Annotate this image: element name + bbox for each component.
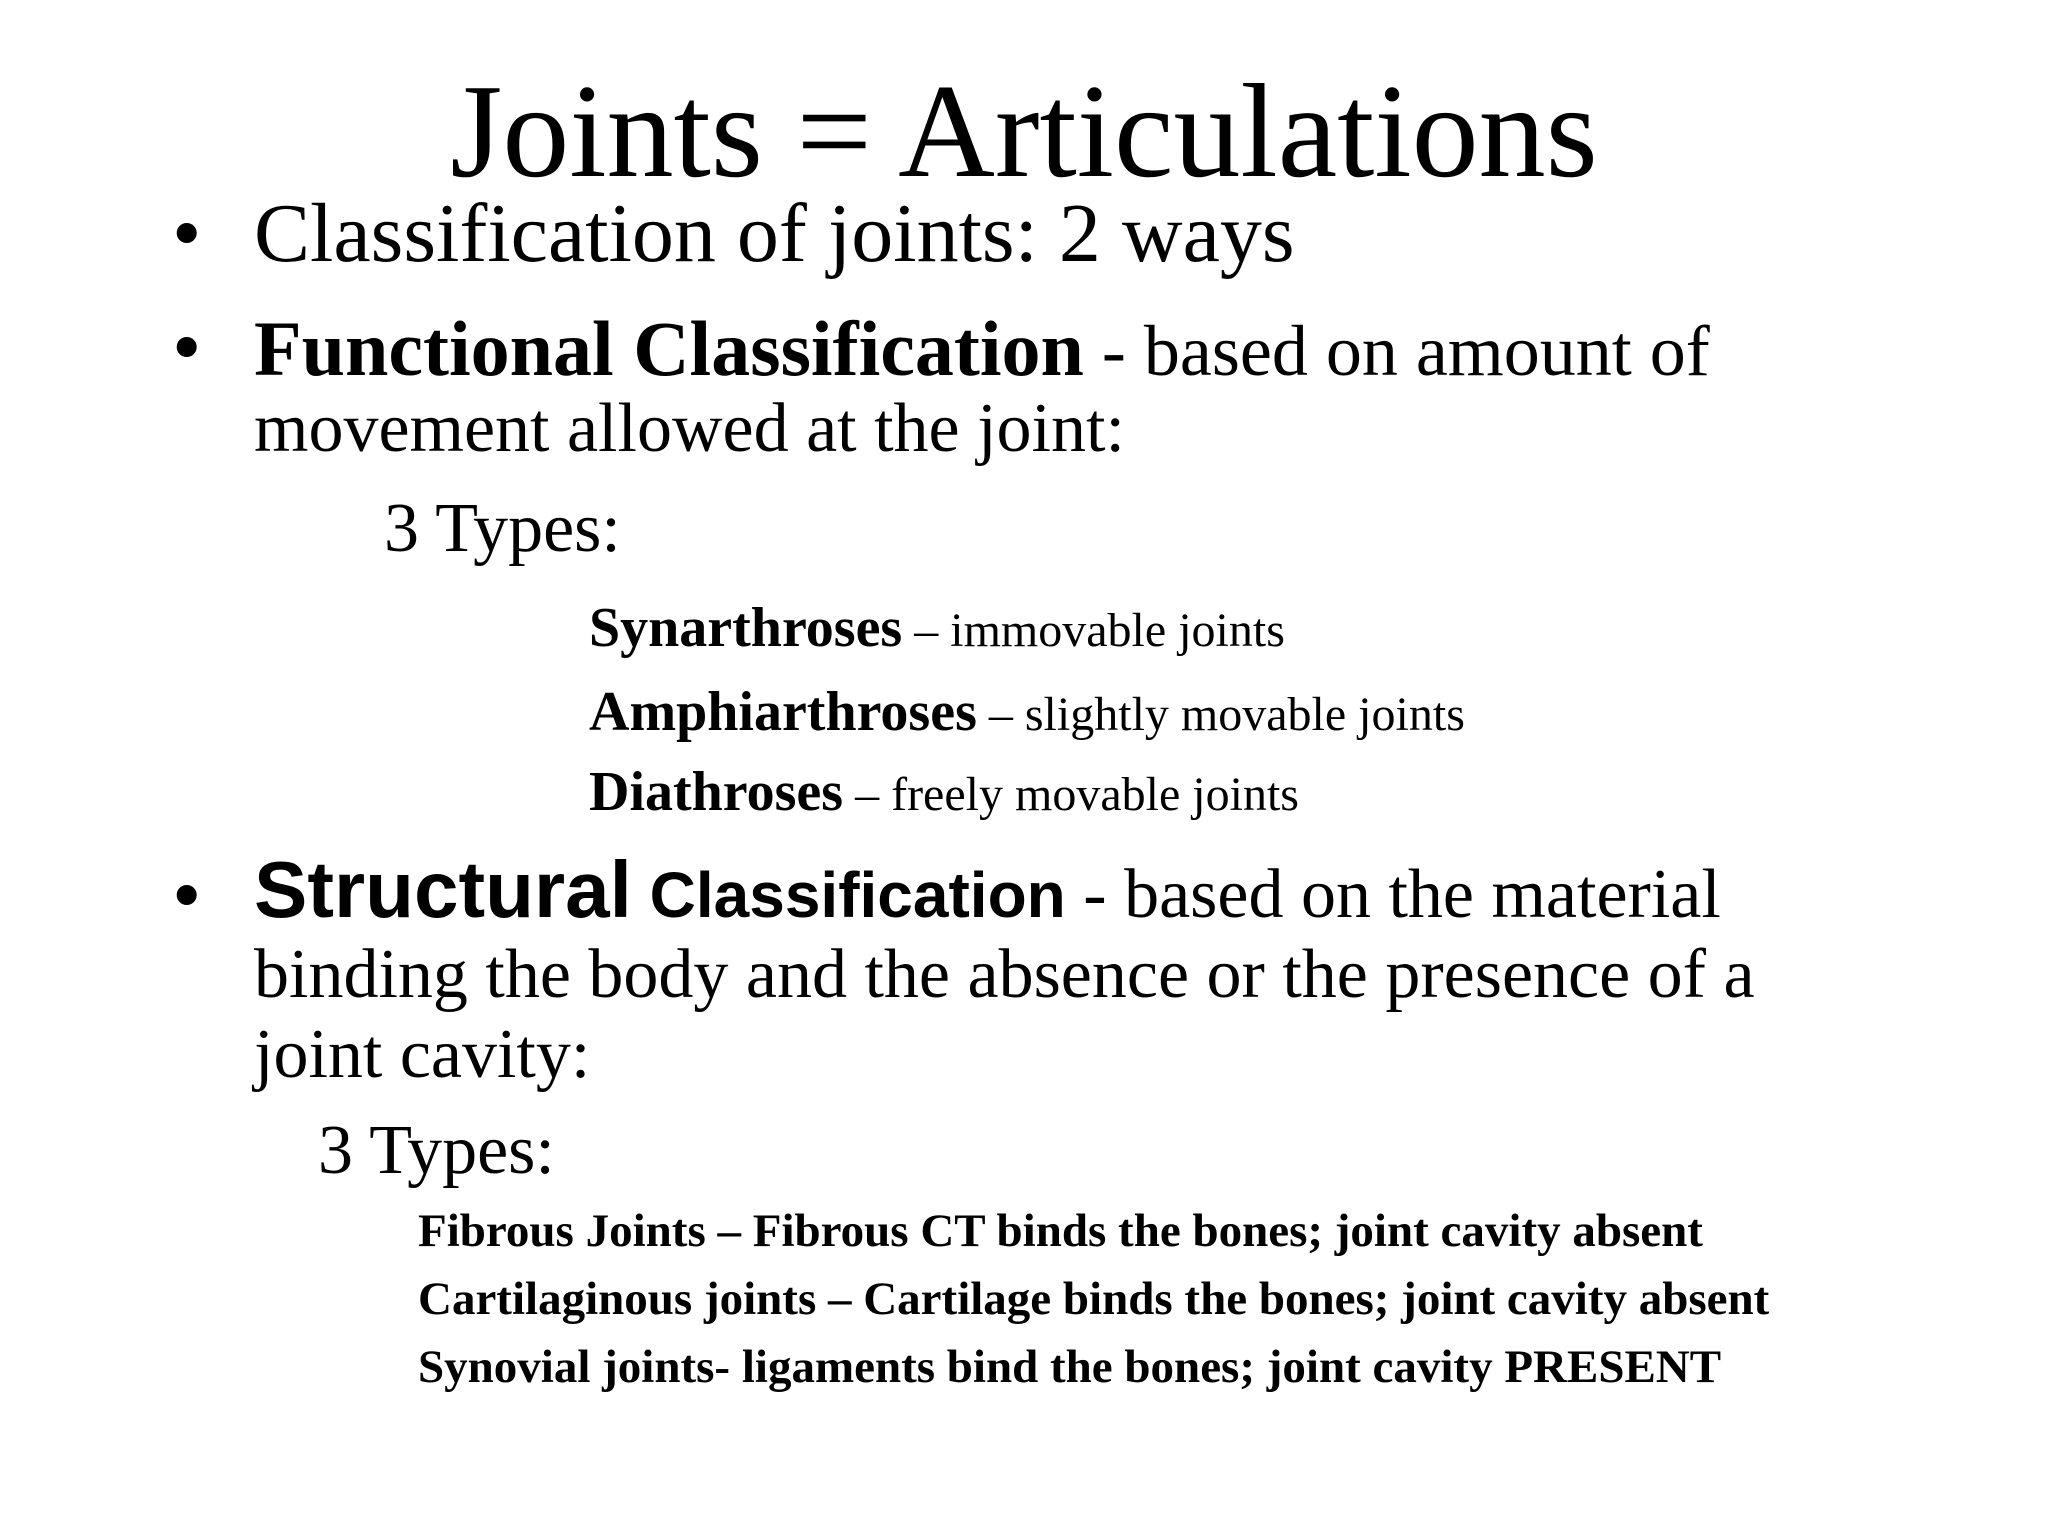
structural-term-word2: Classification (631, 859, 1066, 931)
functional-classification-term: Functional Classification (254, 305, 1084, 392)
functional-type-item (589, 761, 1299, 823)
functional-type-term: Amphiarthroses (589, 681, 977, 743)
bullet-marker: • (172, 849, 202, 942)
slide-title: Joints = Articulations (450, 57, 1598, 205)
structural-classification-line3: joint cavity: (254, 1016, 591, 1093)
structural-type-item: Cartilaginous joints – Cartilage binds the bones; joint cavity absent (418, 1273, 1770, 1325)
functional-type-desc: – immovable joints (902, 604, 1285, 657)
structural-types-label: 3 Types: (318, 1112, 555, 1189)
structural-type-item: Synovial joints- ligaments bind the bones; joint cavity PRESENT (418, 1341, 1722, 1393)
functional-types-label: 3 Types: (384, 490, 621, 567)
bullet-marker: • (172, 187, 202, 280)
structural-classification-line2: binding the body and the absence or the presence of a (254, 936, 1755, 1013)
functional-type-desc: – slightly movable joints (976, 688, 1465, 741)
functional-classification-line2: movement allowed at the joint: (254, 390, 1125, 467)
functional-type-item (589, 597, 1285, 659)
functional-classification-line1 (254, 306, 1710, 390)
functional-type-term: Synarthroses (589, 597, 903, 659)
bullet-classification-text: Classification of joints: 2 ways (254, 187, 1295, 280)
structural-type-item: Fibrous Joints – Fibrous CT binds the bones; joint cavity absent (418, 1205, 1703, 1257)
functional-type-term: Diathroses (589, 761, 844, 823)
functional-classification-desc: - based on amount of (1083, 311, 1710, 391)
structural-classification-desc: - based on the material (1065, 856, 1721, 933)
functional-type-item (589, 681, 1465, 743)
structural-term-word1: Structural (254, 845, 632, 934)
functional-type-desc: – freely movable joints (843, 768, 1299, 821)
structural-classification-line1 (254, 845, 1721, 934)
bullet-marker: • (172, 301, 202, 394)
